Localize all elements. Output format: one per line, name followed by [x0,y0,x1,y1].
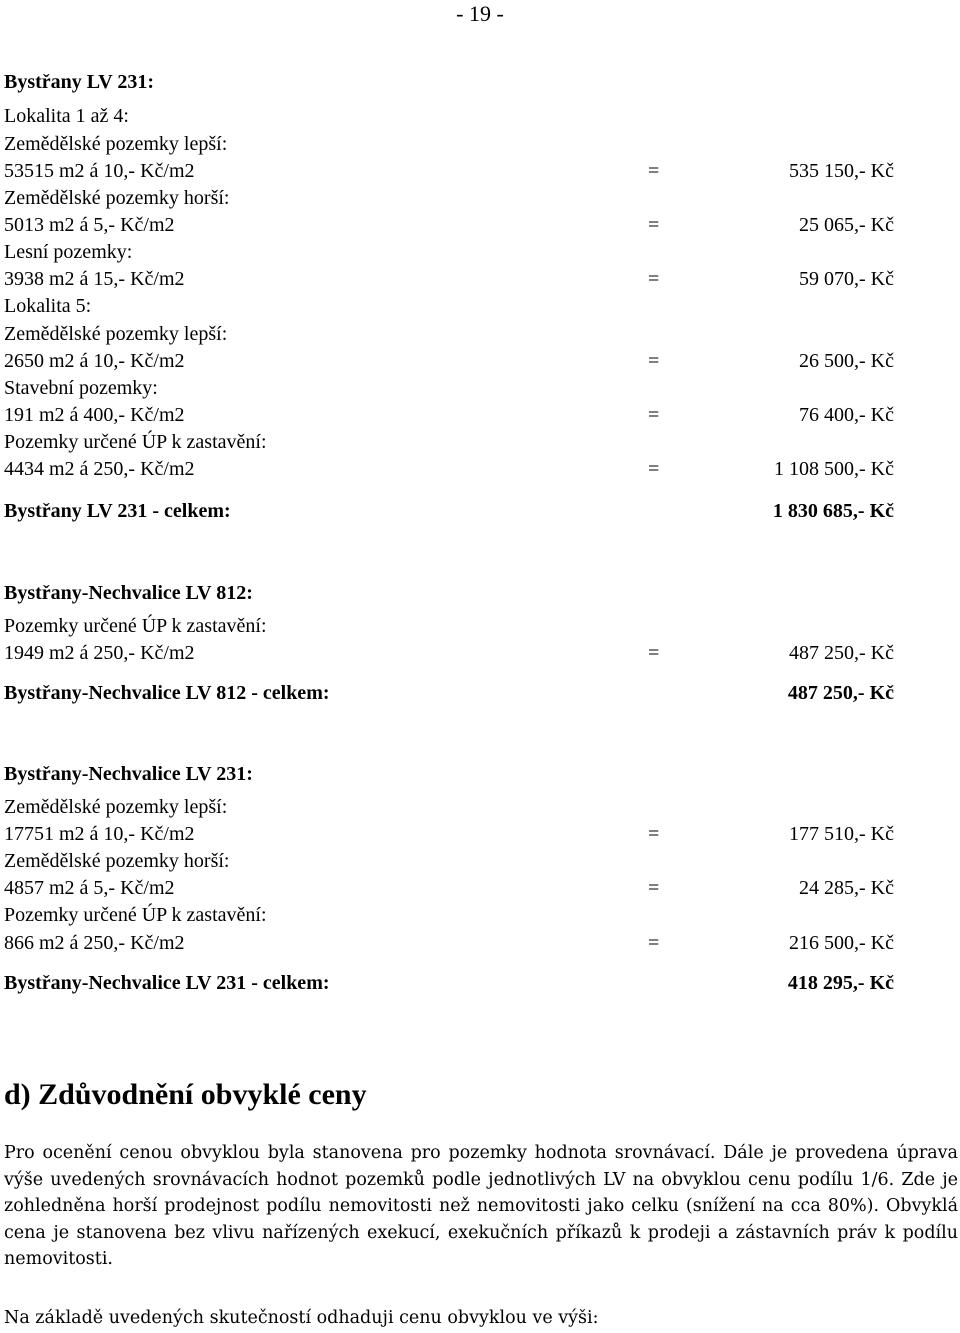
line-value: 216 500,- Kč [789,932,894,954]
equals-sign: = [648,642,660,664]
equals-sign: = [648,350,660,372]
section-heading: d) Zdůvodnění obvyklé ceny [4,1078,367,1111]
section-total-label: Bystřany-Nechvalice LV 812 - celkem: [4,682,330,704]
equals-sign: = [648,458,660,480]
equals-sign: = [648,404,660,426]
line-value: 24 285,- Kč [799,877,894,899]
line-value: 76 400,- Kč [799,404,894,426]
line-value: 177 510,- Kč [789,823,894,845]
line-label: 4434 m2 á 250,- Kč/m2 [4,458,195,480]
section-title: Bystřany LV 231: [4,71,155,93]
line-label: 53515 m2 á 10,- Kč/m2 [4,160,195,182]
line-label: 3938 m2 á 15,- Kč/m2 [4,268,185,290]
equals-sign: = [648,877,660,899]
line-label: Lesní pozemky: [4,241,133,263]
equals-sign: = [648,268,660,290]
line-label: 17751 m2 á 10,- Kč/m2 [4,823,195,845]
line-value: 26 500,- Kč [799,350,894,372]
line-label: Zemědělské pozemky lepší: [4,133,228,155]
line-label: Zemědělské pozemky horší: [4,187,230,209]
section-total-label: Bystřany-Nechvalice LV 231 - celkem: [4,972,330,994]
line-value: 25 065,- Kč [799,214,894,236]
justification-paragraph: Pro ocenění cenou obvyklou byla stanovena pro pozemky hodnota srovnávací. Dále je provedena úprava výše uvedených srovnávacích hodnot pozemků podle jednotlivých LV na obvyklou cenu podílu 1/6. Zde je zohledněna horší prodejnost podílu nemovitosti než nemovitosti jako celku (snížení na cca 80%). Obvyklá cena je stanovena bez vlivu nařízených exekucí, exekučních příkazů k prodeji a zástavních práv k podílu nemovitosti. [4,1143,958,1269]
section-total-value: 487 250,- Kč [787,682,894,704]
line-label: 4857 m2 á 5,- Kč/m2 [4,877,175,899]
line-label: 191 m2 á 400,- Kč/m2 [4,404,185,426]
line-label: 866 m2 á 250,- Kč/m2 [4,932,185,954]
line-label: 2650 m2 á 10,- Kč/m2 [4,350,185,372]
line-label: Lokalita 1 až 4: [4,105,129,127]
line-label: Pozemky určené ÚP k zastavění: [4,615,267,637]
line-value: 59 070,- Kč [799,268,894,290]
line-label: Pozemky určené ÚP k zastavění: [4,431,267,453]
page-number: - 19 - [456,1,504,26]
section-total-label: Bystřany LV 231 - celkem: [4,500,231,522]
section-total-value: 1 830 685,- Kč [772,500,894,522]
equals-sign: = [648,160,660,182]
equals-sign: = [648,214,660,236]
section-total-value: 418 295,- Kč [787,972,894,994]
section-title: Bystřany-Nechvalice LV 812: [4,582,253,604]
equals-sign: = [648,932,660,954]
line-value: 1 108 500,- Kč [774,458,894,480]
line-label: Lokalita 5: [4,295,92,317]
line-label: Zemědělské pozemky horší: [4,850,230,872]
line-label: Zemědělské pozemky lepší: [4,796,228,818]
line-label: Zemědělské pozemky lepší: [4,323,228,345]
line-label: Stavební pozemky: [4,377,158,399]
line-value: 487 250,- Kč [789,642,894,664]
line-label: 1949 m2 á 250,- Kč/m2 [4,642,195,664]
final-statement: Na základě uvedených skutečností odhaduji cenu obvyklou ve výši: [4,1308,599,1328]
line-label: 5013 m2 á 5,- Kč/m2 [4,214,175,236]
equals-sign: = [648,823,660,845]
section-title: Bystřany-Nechvalice LV 231: [4,763,253,785]
line-label: Pozemky určené ÚP k zastavění: [4,904,267,926]
line-value: 535 150,- Kč [789,160,894,182]
